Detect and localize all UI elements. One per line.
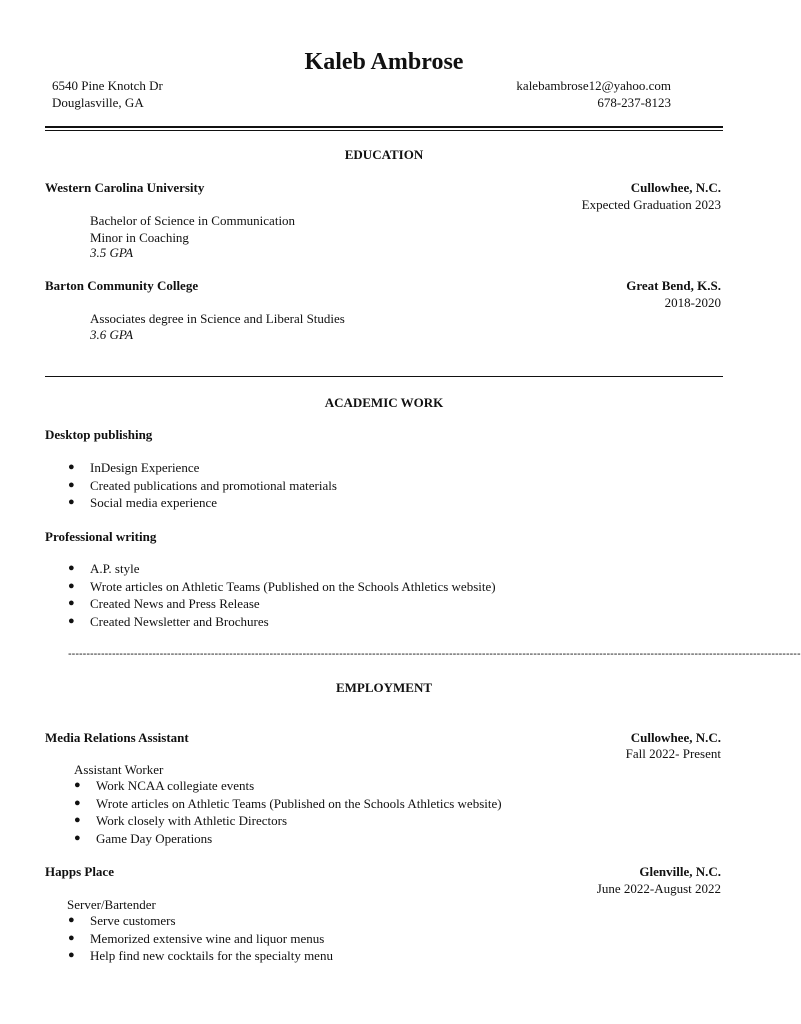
job-duties-media-relations [74,777,502,848]
list-item: ● Social media experience [68,495,218,511]
section-heading-employment: EMPLOYMENT [335,680,433,695]
list-item: ● A.P. style [68,561,140,576]
academic-list-professional-writing [68,560,496,631]
degree-line: Bachelor of Science in Communication [90,213,296,228]
list-item: ● Wrote articles on Athletic Teams (Published on the Schools Athletics website) [68,578,496,594]
list-item: ● Wrote articles on Athletic Teams (Published on the Schools Athletics website) [74,795,502,811]
school-date: 2018-2020 [664,295,721,310]
academic-group-title: Desktop publishing [45,427,153,442]
job-title: Media Relations Assistant [45,730,189,745]
academic-group-title: Professional writing [45,529,157,544]
header-double-rule-top [45,126,723,128]
job-location: Glenville, N.C. [639,864,721,879]
phone: 678-237-8123 [597,95,671,110]
bullet-icon: ● [68,478,75,491]
academic-list-desktop-publishing [68,459,337,512]
school-date: Expected Graduation 2023 [581,197,721,212]
address-line-2: Douglasville, GA [52,95,144,110]
gpa: 3.5 GPA [90,245,134,260]
job-location: Cullowhee, N.C. [630,730,721,745]
bullet-icon: ● [68,931,75,944]
bullet-icon: ● [74,832,81,845]
bullet-icon: ● [74,779,81,791]
bullet-icon: ● [68,597,75,610]
degree-line: Associates degree in Science and Liberal Studies [90,311,345,326]
email[interactable]: kalebambrose12@yahoo.com [516,78,671,93]
bullet-icon: ● [74,814,81,827]
bullet-icon: ● [68,949,75,962]
list-item: ● Created News and Press Release [68,596,260,612]
school-name: Western Carolina University [45,180,205,195]
list-item: ● Created publications and promotional materials [68,477,337,493]
section-divider [45,376,723,377]
address-line-1: 6540 Pine Knotch Dr [52,78,163,93]
list-item: ● Memorized extensive wine and liquor menus [68,930,325,946]
job-role: Assistant Worker [74,762,164,777]
job-role: Server/Bartender [67,897,156,912]
bullet-icon: ● [68,579,75,592]
gpa: 3.6 GPA [90,327,134,342]
section-heading-academic-work: ACADEMIC WORK [324,395,444,410]
bullet-icon: ● [74,796,81,809]
bullet-icon: ● [68,461,75,473]
list-item: ● Work closely with Athletic Directors [74,813,288,829]
school-location: Cullowhee, N.C. [630,180,721,195]
bullet-icon: ● [68,615,75,628]
header-double-rule-bottom [45,130,723,131]
bullet-icon: ● [68,914,75,926]
section-heading-education: EDUCATION [344,147,424,162]
dashed-divider: -------------------------------------------------------------------------------------------------------------------------------------------------------------------------------------------------------- [68,648,801,660]
list-item: ● Serve customers [68,913,176,928]
school-name: Barton Community College [45,278,199,293]
resume-name: Kaleb Ambrose [304,49,464,75]
list-item: ● Work NCAA collegiate events [74,778,255,793]
list-item: ● Created Newsletter and Brochures [68,614,269,630]
job-date: Fall 2022- Present [625,746,721,761]
job-date: June 2022-August 2022 [596,881,721,896]
bullet-icon: ● [68,496,75,509]
list-item: ● Help find new cocktails for the specialty menu [68,948,333,964]
school-location: Great Bend, K.S. [626,278,721,293]
list-item: ● Game Day Operations [74,831,213,847]
job-title: Happs Place [45,864,114,879]
bullet-icon: ● [68,562,75,574]
degree-line: Minor in Coaching [90,230,189,245]
job-duties-happs-place [68,912,333,965]
list-item: ● InDesign Experience [68,460,200,475]
